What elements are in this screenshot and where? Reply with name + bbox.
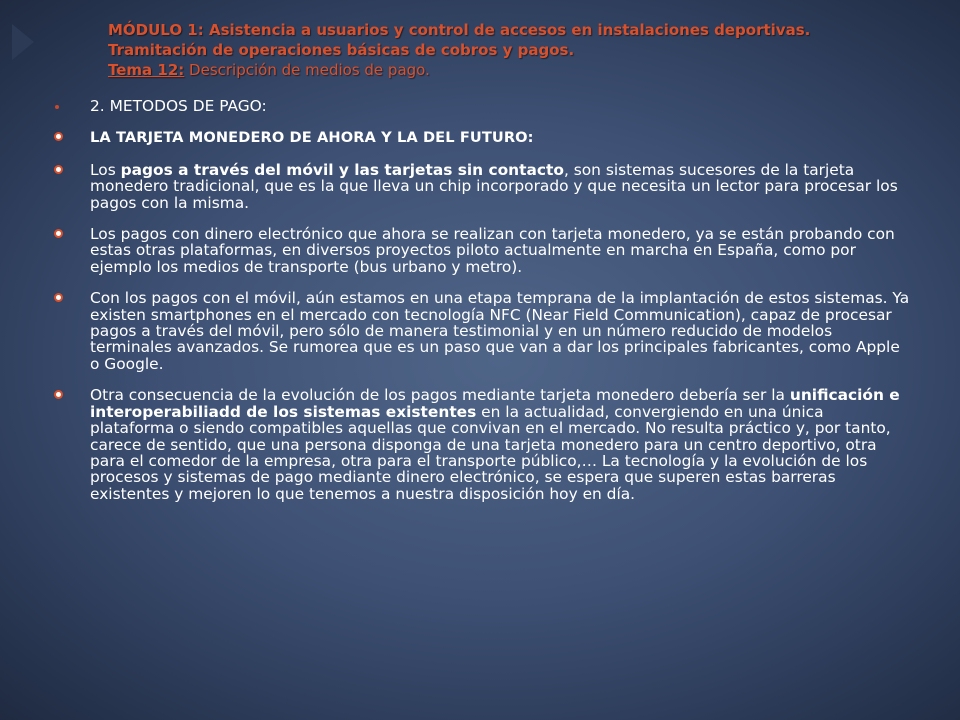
tema-description: Descripción de medios de pago. (184, 61, 430, 79)
tema-label: Tema 12: (108, 61, 185, 79)
emphasis-text: unificación e interoperabiliadd de los sistemas existentes (90, 386, 900, 421)
paragraph-2-text: Los pagos con dinero electrónico que ahora se realizan con tarjeta monedero, ya se están probando con estas otras plataformas, en diversos proyectos piloto actualmente en marcha en España, como por ejemplo los medios de transporte (bus urbano y metro). (90, 225, 895, 276)
title-line-module: MÓDULO 1: Asistencia a usuarios y control de accesos en instalaciones deportivas. (108, 21, 811, 39)
emphasis-text: pagos a través del móvil y las tarjetas sin contacto (120, 160, 564, 179)
list-item (50, 387, 910, 502)
subtitle: LA TARJETA MONEDERO DE AHORA Y LA DEL FUTURO: (90, 129, 534, 147)
list-item (50, 162, 910, 211)
title-line-topic: Tramitación de operaciones básicas de cobros y pagos. (108, 41, 575, 59)
text-run: Los (90, 160, 121, 179)
list-item (50, 226, 910, 275)
list-item (50, 290, 910, 372)
text-run: , son sistemas sucesores de la tarjeta monedero tradicional, que es la que lleva un chip incorporado y que necesita un lector para procesar los pagos con la misma. (90, 160, 898, 212)
title-line-tema (108, 60, 928, 80)
paragraph-3-text: Con los pagos con el móvil, aún estamos en una etapa temprana de la implantación de estos sistemas. Ya existen smartphones en el mercado con tecnología NFC (Near Field Communication), capaz de procesar pagos a través del móvil, pero sólo de manera testimonial y en un número reducido de modelos terminales avanzados. Se rumorea que es un paso que van a dar los principales fabricantes, como Apple o Google. (90, 289, 910, 373)
text-run: Otra consecuencia de la evolución de los pagos mediante tarjeta monedero debería ser la (90, 386, 790, 405)
section-heading-item (50, 98, 910, 114)
bullet-ring-icon (54, 229, 63, 238)
bullet-dot-icon (55, 105, 59, 109)
paragraph-1-text (90, 161, 898, 212)
bullet-ring-icon (54, 390, 63, 399)
section-heading: 2. METODOS DE PAGO: (90, 97, 267, 115)
text-run: en la actualidad, convergiendo en una única plataforma o siendo compatibles aquellas que convivan en el mercado. No resulta práctico y, por tanto, carece de sentido, que una persona disponga de una tarjeta monedero para un centro deportivo, otra para el comedor de la empresa, otra para el transporte público,… La tecnología y la evolución de los procesos y sistemas de pago mediante dinero electrónico, se espera que superen estas barreras existentes y mejoren lo que tenemos a nuestra disposición hoy en día. (90, 402, 891, 503)
paragraph-4-text (90, 386, 900, 502)
arrow-right-icon[interactable] (12, 24, 34, 60)
bullet-ring-icon (54, 132, 63, 141)
bullet-ring-icon (54, 165, 63, 174)
slide-body (50, 98, 910, 517)
bullet-ring-icon (54, 293, 63, 302)
slide-title (108, 20, 928, 80)
list-item (50, 129, 910, 146)
